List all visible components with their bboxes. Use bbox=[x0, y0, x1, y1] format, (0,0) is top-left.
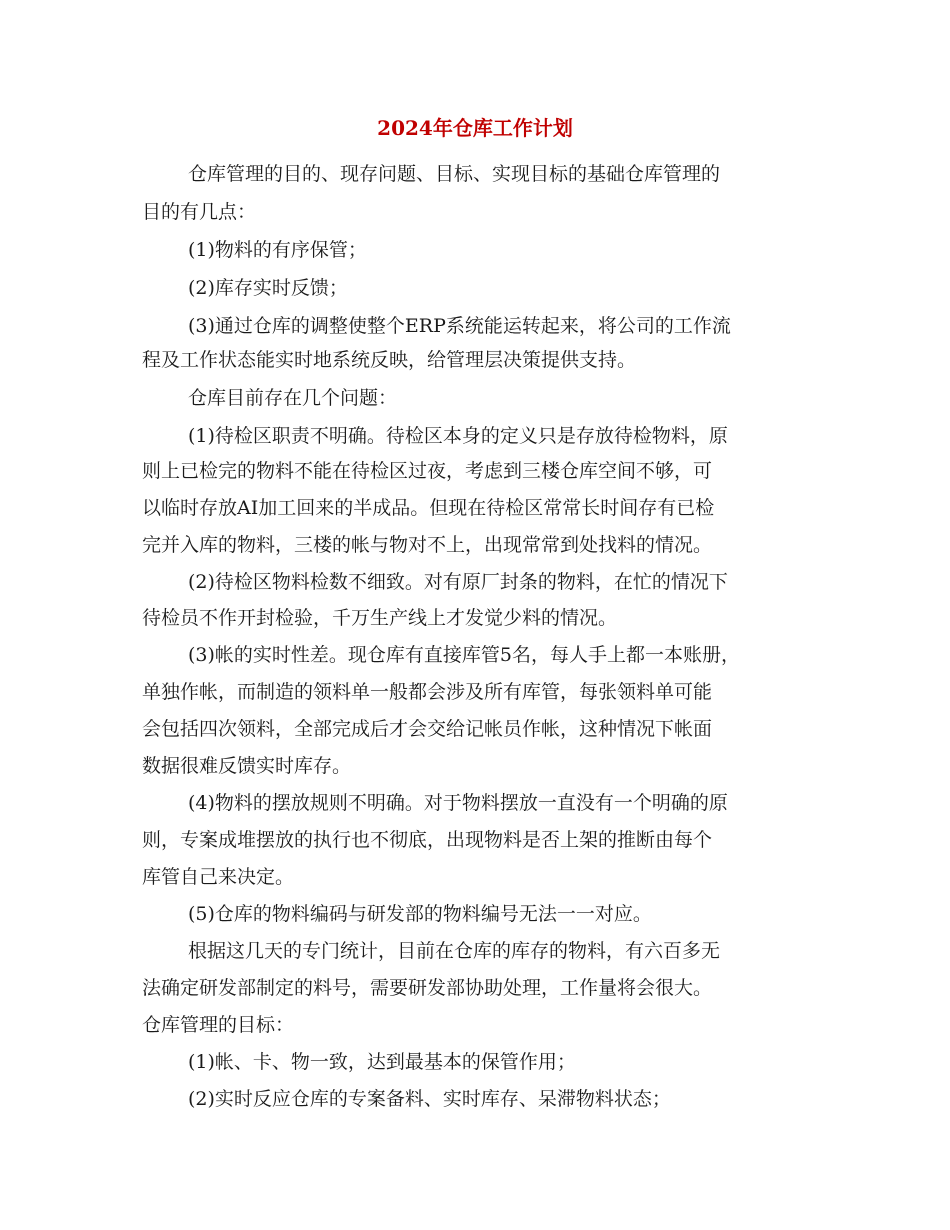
paragraph-line: (1)物料的有序保管； bbox=[188, 239, 367, 261]
document-title: 2024年仓库工作计划 bbox=[377, 116, 573, 140]
paragraph-line: (2)库存实时反馈； bbox=[188, 277, 348, 299]
paragraph-line: 完并入库的物料，三楼的帐与物对不上，出现常常到处找料的情况。 bbox=[142, 534, 713, 556]
paragraph-line: 程及工作状态能实时地系统反映，给管理层决策提供支持。 bbox=[142, 349, 637, 371]
paragraph-line: 法确定研发部制定的料号，需要研发部协助处理，工作量将会很大。 bbox=[142, 977, 713, 999]
paragraph-line: 根据这几天的专门统计，目前在仓库的库存的物料，有六百多无 bbox=[188, 940, 721, 962]
paragraph-line: (1)帐、卡、物一致，达到最基本的保管作用； bbox=[188, 1051, 576, 1073]
paragraph-line: (2)实时反应仓库的专案备料、实时库存、呆滞物料状态； bbox=[188, 1088, 671, 1110]
paragraph-line: (3)帐的实时性差。现仓库有直接库管5名，每人手上都一本账册， bbox=[188, 644, 741, 666]
paragraph-line: (1)待检区职责不明确。待检区本身的定义只是存放待检物料，原 bbox=[188, 425, 728, 447]
paragraph-line: (5)仓库的物料编码与研发部的物料编号无法一一对应。 bbox=[188, 903, 652, 925]
paragraph-line: 单独作帐，而制造的领料单一般都会涉及所有库管，每张领料单可能 bbox=[142, 681, 713, 703]
paragraph-line: 会包括四次领料，全部完成后才会交给记帐员作帐，这种情况下帐面 bbox=[142, 718, 713, 740]
paragraph-line: 待检员不作开封检验，千万生产线上才发觉少料的情况。 bbox=[142, 607, 618, 629]
paragraph-line: 以临时存放AI加工回来的半成品。但现在待检区常常长时间存有已检 bbox=[142, 497, 715, 519]
paragraph-line: 目的有几点： bbox=[142, 201, 257, 223]
paragraph-line: (2)待检区物料检数不细致。对有原厂封条的物料，在忙的情况下 bbox=[188, 571, 728, 593]
paragraph-line: 仓库管理的目的、现存问题、目标、实现目标的基础仓库管理的 bbox=[188, 163, 721, 185]
paragraph-line: 仓库目前存在几个问题： bbox=[188, 387, 398, 409]
paragraph-line: 仓库管理的目标： bbox=[142, 1014, 295, 1036]
paragraph-line: 库管自己来决定。 bbox=[142, 866, 295, 888]
paragraph-line: 则，专案成堆摆放的执行也不彻底，出现物料是否上架的推断由每个 bbox=[142, 829, 713, 851]
paragraph-line: (4)物料的摆放规则不明确。对于物料摆放一直没有一个明确的原 bbox=[188, 792, 728, 814]
paragraph-line: 则上已检完的物料不能在待检区过夜，考虑到三楼仓库空间不够，可 bbox=[142, 460, 713, 482]
paragraph-line: 数据很难反馈实时库存。 bbox=[142, 755, 352, 777]
paragraph-line: (3)通过仓库的调整使整个ERP系统能运转起来，将公司的工作流 bbox=[188, 315, 731, 337]
